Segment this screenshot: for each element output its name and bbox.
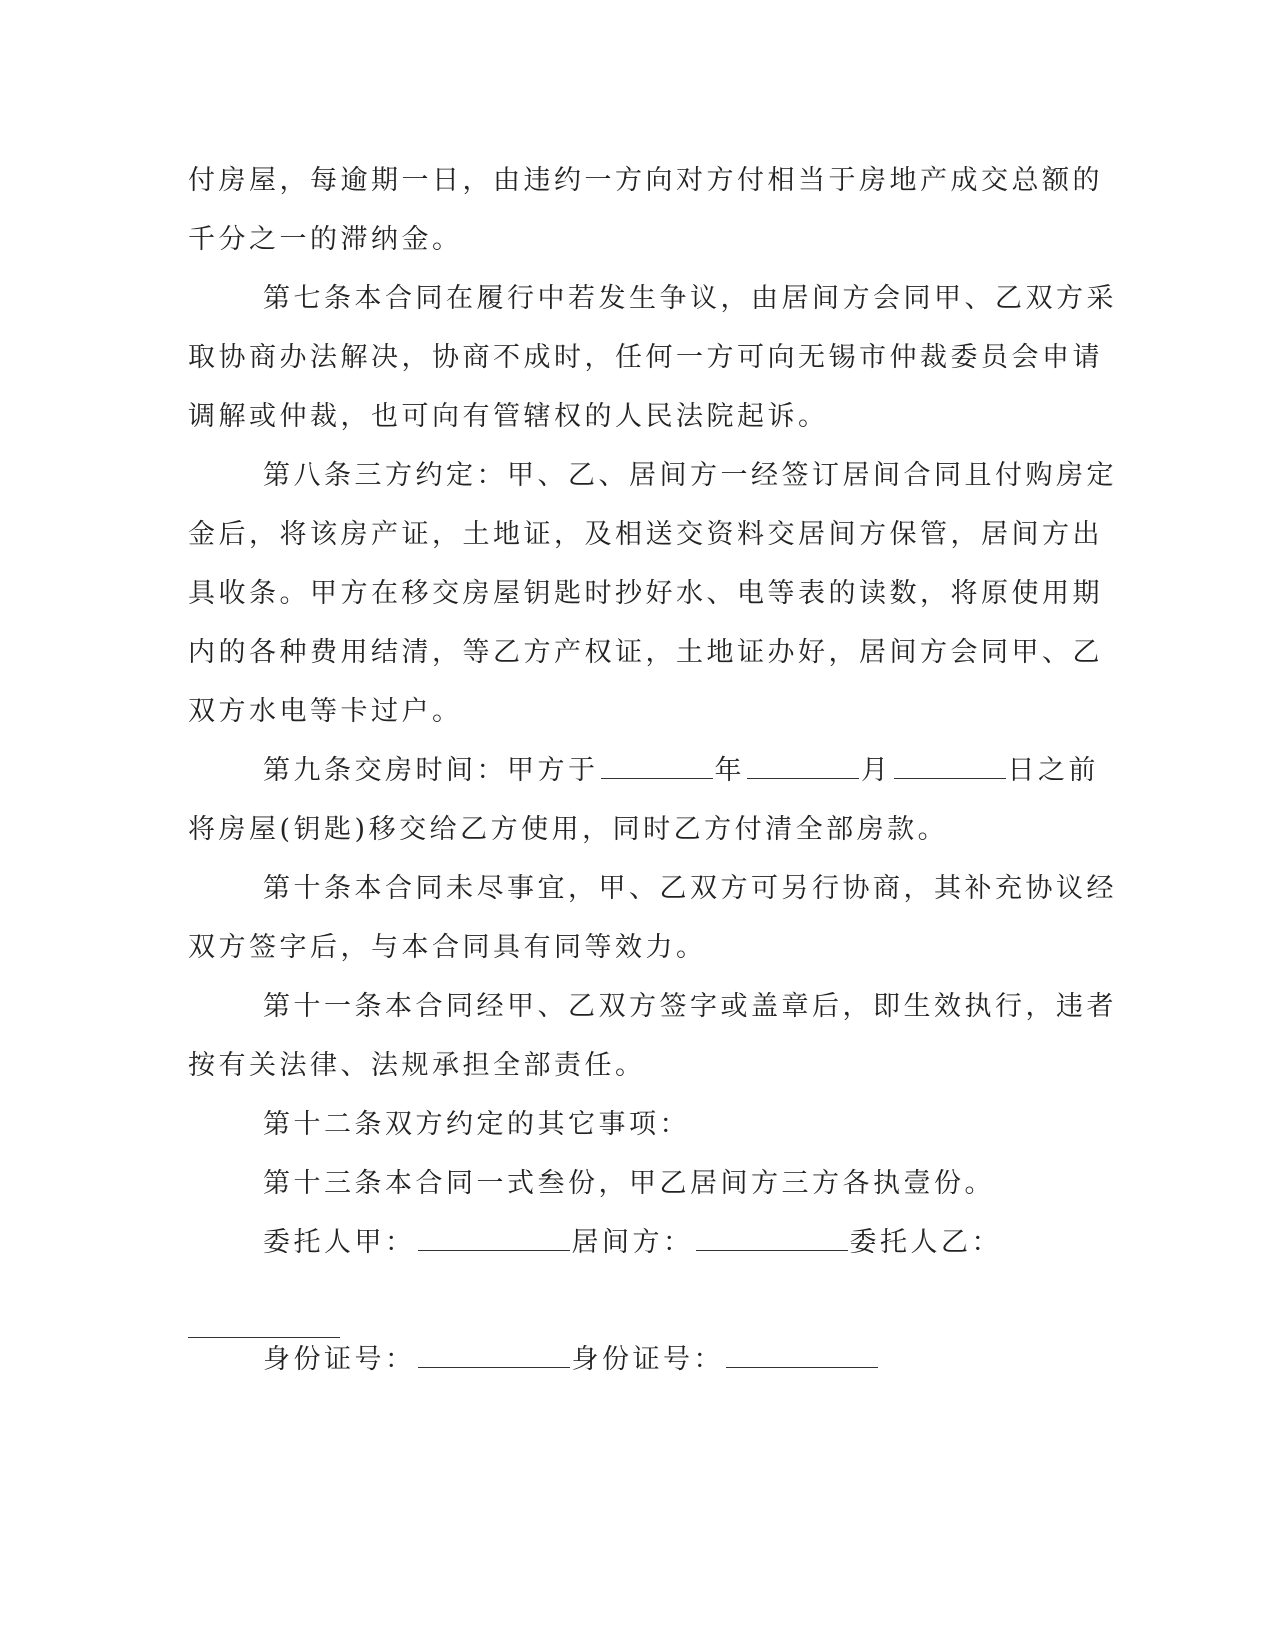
day-blank[interactable] bbox=[894, 756, 1006, 779]
text-line: 双方签字后，与本合同具有同等效力。 bbox=[188, 932, 707, 963]
clause-10-line: 第十条本合同未尽事宜，甲、乙双方可另行协商，其补充协议经 bbox=[263, 873, 1117, 904]
id-b-blank[interactable] bbox=[726, 1345, 878, 1368]
clause-11-line: 第十一条本合同经甲、乙双方签字或盖章后，即生效执行，违者 bbox=[263, 991, 1117, 1022]
text-line: 付房屋，每逾期一日，由违约一方向对方付相当于房地产成交总额的 bbox=[188, 165, 1103, 196]
clause-8-line: 第八条三方约定：甲、乙、居间方一经签订居间合同且付购房定 bbox=[263, 460, 1117, 491]
text-line: 千分之一的滞纳金。 bbox=[188, 224, 463, 255]
text-line: 将房屋(钥匙)移交给乙方使用，同时乙方付清全部房款。 bbox=[188, 814, 949, 845]
party-b-signature-blank[interactable] bbox=[188, 1337, 340, 1338]
clause-7-line: 第七条本合同在履行中若发生争议，由居间方会同甲、乙双方采 bbox=[263, 283, 1117, 314]
clause-12-line: 第十二条双方约定的其它事项： bbox=[263, 1109, 690, 1140]
clause-9-prefix: 第九条交房时间：甲方于 bbox=[263, 755, 599, 786]
id-b-label: 身份证号： bbox=[571, 1344, 724, 1375]
intermediary-signature-blank[interactable] bbox=[696, 1228, 848, 1251]
month-blank[interactable] bbox=[747, 756, 859, 779]
clause-13-line: 第十三条本合同一式叁份，甲乙居间方三方各执壹份。 bbox=[263, 1168, 995, 1199]
text-line: 调解或仲裁，也可向有管辖权的人民法院起诉。 bbox=[188, 401, 829, 432]
party-b-label: 委托人乙： bbox=[849, 1227, 1002, 1258]
text-line: 按有关法律、法规承担全部责任。 bbox=[188, 1050, 646, 1081]
month-label: 月 bbox=[861, 755, 892, 786]
year-label: 年 bbox=[714, 755, 745, 786]
text-line: 双方水电等卡过户。 bbox=[188, 696, 463, 727]
text-line: 金后，将该房产证，土地证，及相送交资料交居间方保管，居间方出 bbox=[188, 519, 1103, 550]
text-line: 取协商办法解决，协商不成时，任何一方可向无锡市仲裁委员会申请 bbox=[188, 342, 1103, 373]
signature-line bbox=[263, 1225, 1002, 1261]
year-blank[interactable] bbox=[601, 756, 713, 779]
id-a-blank[interactable] bbox=[418, 1345, 570, 1368]
text-line: 具收条。甲方在移交房屋钥匙时抄好水、电等表的读数，将原使用期 bbox=[188, 578, 1103, 609]
text-line: 内的各种费用结清，等乙方产权证，土地证办好，居间方会同甲、乙 bbox=[188, 637, 1103, 668]
party-a-label: 委托人甲： bbox=[263, 1227, 416, 1258]
id-a-label: 身份证号： bbox=[263, 1344, 416, 1375]
intermediary-label: 居间方： bbox=[571, 1227, 694, 1258]
clause-9-line bbox=[263, 753, 1099, 789]
id-number-line bbox=[263, 1342, 880, 1378]
day-suffix: 日之前 bbox=[1007, 755, 1099, 786]
party-a-signature-blank[interactable] bbox=[418, 1228, 570, 1251]
